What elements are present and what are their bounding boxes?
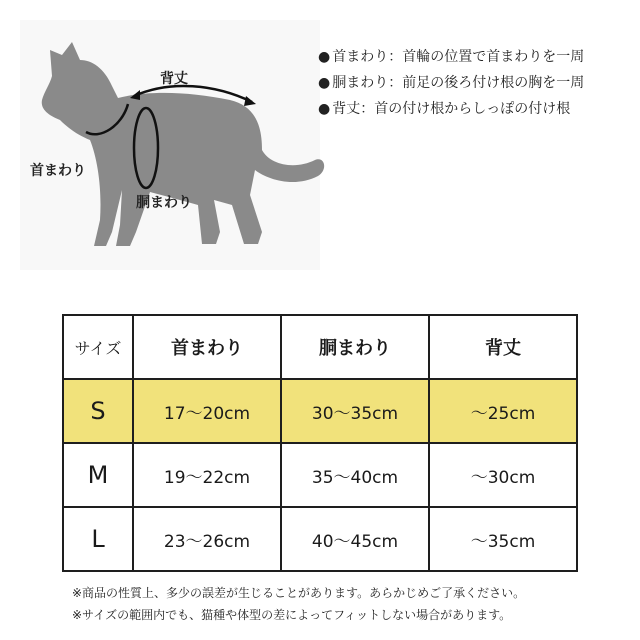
table-row [63,379,577,443]
legend-item-back [318,96,584,122]
measurement-legend [318,44,584,122]
legend-item-chest [318,70,584,96]
size-cell: M [63,443,133,507]
neck-cell: 19〜22cm [133,443,281,507]
footnote: ※商品の性質上、多少の誤差が生じることがあります。あらかじめご了承ください。 [72,586,526,600]
neck-cell: 17〜20cm [133,379,281,443]
header-size: サイズ [63,315,133,379]
back-cell: 〜30cm [429,443,577,507]
legend-text: 背丈：首の付け根からしっぽの付け根 [332,101,571,117]
legend-item-neck [318,44,584,70]
header-chest: 胴まわり [281,315,429,379]
size-chart-table [62,314,578,572]
header-back: 背丈 [429,315,577,379]
back-cell: 〜25cm [429,379,577,443]
chest-cell: 35〜40cm [281,443,429,507]
chest-cell: 30〜35cm [281,379,429,443]
back-length-label: 背丈 [160,71,188,87]
footnote: ※サイズの範囲内でも、猫種や体型の差によってフィットしない場合があります。 [72,608,512,622]
legend-text: 胴まわり：前足の後ろ付け根の胸を一周 [332,75,585,91]
table-header-row [63,315,577,379]
cat-silhouette-icon [0,0,330,280]
chest-cell: 40〜45cm [281,507,429,571]
legend-text: 首まわり：首輪の位置で首まわりを一周 [332,49,585,65]
footnotes [72,582,525,626]
chest-label: 胴まわり [136,195,192,211]
neck-cell: 23〜26cm [133,507,281,571]
size-cell: L [63,507,133,571]
table-row [63,507,577,571]
header-neck: 首まわり [133,315,281,379]
back-cell: 〜35cm [429,507,577,571]
bullet-icon: ● [318,49,331,65]
size-cell: S [63,379,133,443]
cat-measurement-diagram [0,0,330,280]
bullet-icon: ● [318,75,331,91]
bullet-icon: ● [318,101,331,117]
table-row [63,443,577,507]
neck-label: 首まわり [30,163,86,179]
